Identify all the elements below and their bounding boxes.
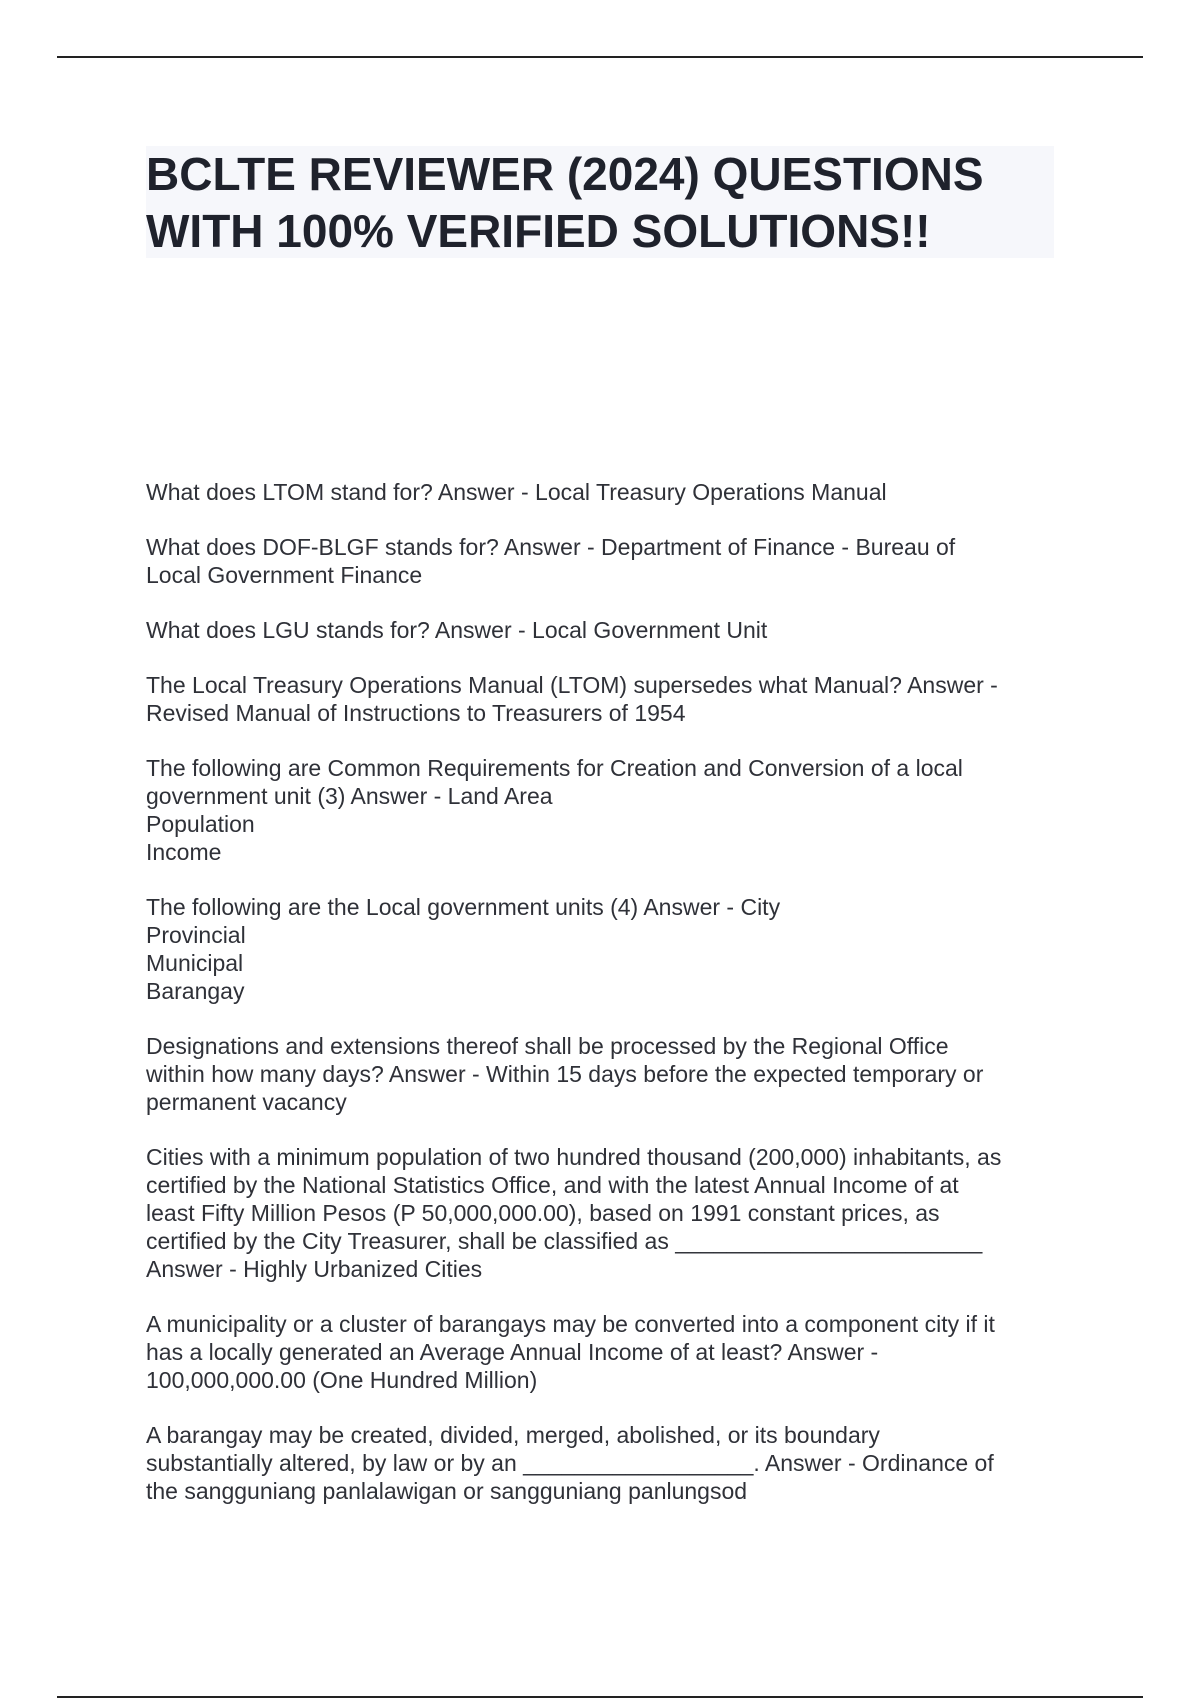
- title-line: BCLTE REVIEWER (2024) QUESTIONS: [146, 148, 984, 200]
- document-title: [146, 146, 1054, 260]
- title-line: WITH 100% VERIFIED SOLUTIONS!!: [146, 205, 931, 257]
- qa-line: 100,000,000.00 (One Hundred Million): [146, 1367, 538, 1393]
- qa-line: The following are Common Requirements for Creation and Conversion of a local: [146, 755, 963, 781]
- bottom-rule: [57, 1696, 1143, 1698]
- qa-list: [146, 478, 1066, 1532]
- qa-item: [146, 1421, 1066, 1505]
- qa-line: Income: [146, 839, 222, 865]
- qa-item: [146, 671, 1066, 727]
- qa-item: [146, 754, 1066, 866]
- qa-line: Provincial: [146, 922, 246, 948]
- qa-item: [146, 1143, 1066, 1283]
- qa-line: has a locally generated an Average Annual Income of at least? Answer -: [146, 1339, 879, 1365]
- qa-line: certified by the National Statistics Office, and with the latest Annual Income of at: [146, 1172, 959, 1198]
- qa-line: Municipal: [146, 950, 244, 976]
- qa-line: The following are the Local government units (4) Answer - City: [146, 894, 781, 920]
- qa-line: the sangguniang panlalawigan or sangguniang panlungsod: [146, 1478, 748, 1504]
- qa-line: Cities with a minimum population of two hundred thousand (200,000) inhabitants, as: [146, 1144, 1002, 1170]
- qa-line: A municipality or a cluster of barangays may be converted into a component city if it: [146, 1311, 995, 1337]
- qa-line: What does LGU stands for? Answer - Local Government Unit: [146, 617, 768, 643]
- qa-line: permanent vacancy: [146, 1089, 347, 1115]
- qa-line: Designations and extensions thereof shall be processed by the Regional Office: [146, 1033, 949, 1059]
- qa-item: [146, 478, 1066, 506]
- top-rule: [57, 56, 1143, 58]
- qa-line: A barangay may be created, divided, merged, abolished, or its boundary: [146, 1422, 880, 1448]
- qa-line: substantially altered, by law or by an __________________. Answer - Ordinance of: [146, 1450, 994, 1476]
- qa-line: What does DOF-BLGF stands for? Answer - Department of Finance - Bureau of: [146, 534, 956, 560]
- qa-item: [146, 533, 1066, 589]
- qa-line: Local Government Finance: [146, 562, 423, 588]
- qa-item: [146, 893, 1066, 1005]
- title-block: [146, 146, 1054, 258]
- qa-line: Population: [146, 811, 255, 837]
- qa-line: Answer - Highly Urbanized Cities: [146, 1256, 483, 1282]
- qa-item: [146, 616, 1066, 644]
- qa-line: within how many days? Answer - Within 15 days before the expected temporary or: [146, 1061, 984, 1087]
- qa-line: Revised Manual of Instructions to Treasurers of 1954: [146, 700, 686, 726]
- qa-item: [146, 1032, 1066, 1116]
- qa-line: certified by the City Treasurer, shall be classified as ________________________: [146, 1228, 983, 1254]
- qa-line: What does LTOM stand for? Answer - Local Treasury Operations Manual: [146, 479, 887, 505]
- qa-line: The Local Treasury Operations Manual (LTOM) supersedes what Manual? Answer -: [146, 672, 998, 698]
- qa-line: government unit (3) Answer - Land Area: [146, 783, 553, 809]
- qa-line: Barangay: [146, 978, 245, 1004]
- qa-line: least Fifty Million Pesos (P 50,000,000.00), based on 1991 constant prices, as: [146, 1200, 940, 1226]
- qa-item: [146, 1310, 1066, 1394]
